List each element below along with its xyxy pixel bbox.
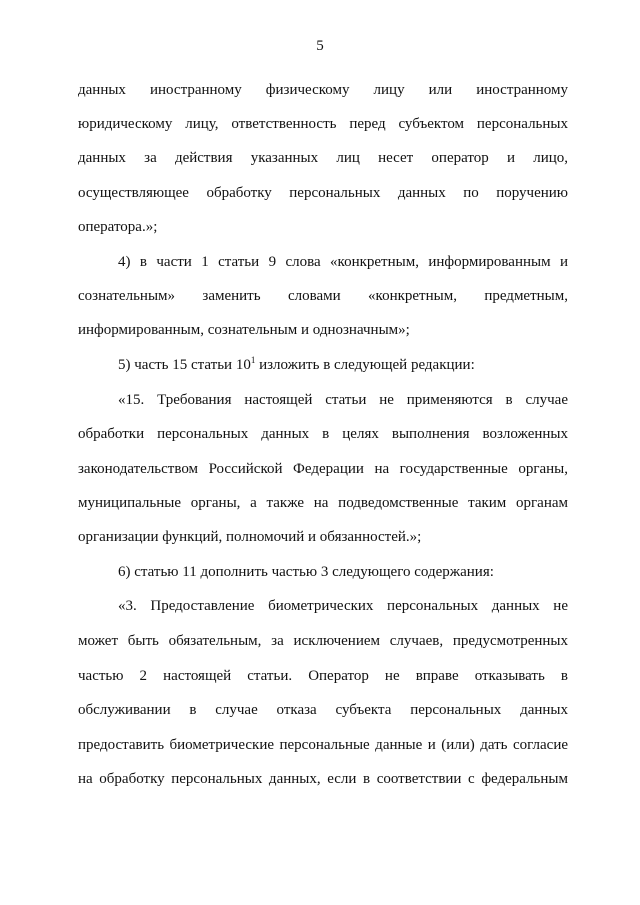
- text-line: [118, 355, 568, 375]
- text-line: данных за действия указанных лиц несет оператор и лицо,: [78, 150, 568, 166]
- text-segment: изложить в следующей редакции:: [255, 357, 475, 373]
- text-line: 4) в части 1 статьи 9 слова «конкретным, информированным и: [118, 254, 568, 270]
- text-line: юридическому лицу, ответственность перед субъектом персональных: [78, 116, 568, 132]
- page-number: 5: [316, 38, 324, 54]
- text-line: 6) статью 11 дополнить частью 3 следующего содержания:: [118, 564, 494, 580]
- text-line: обслуживании в случае отказа субъекта персональных данных: [78, 702, 568, 718]
- text-line: на обработку персональных данных, если в соответствии с федеральным: [78, 771, 568, 787]
- superscript: 1: [250, 355, 256, 365]
- text-line: «15. Требования настоящей статьи не применяются в случае: [118, 392, 568, 408]
- text-line: сознательным» заменить словами «конкретным, предметным,: [78, 288, 568, 304]
- text-line: организации функций, полномочий и обязанностей.»;: [78, 529, 422, 545]
- text-line: информированным, сознательным и однозначным»;: [78, 322, 410, 338]
- text-line: муниципальные органы, а также на подведомственные таким органам: [78, 495, 568, 511]
- text-line: обработки персональных данных в целях выполнения возложенных: [78, 426, 568, 442]
- text-line: данных иностранному физическому лицу или иностранному: [78, 82, 568, 98]
- text-line: оператора.»;: [78, 219, 158, 235]
- text-line: частью 2 настоящей статьи. Оператор не вправе отказывать в: [78, 668, 568, 684]
- text-line: «3. Предоставление биометрических персональных данных не: [118, 598, 568, 614]
- text-line: предоставить биометрические персональные данные и (или) дать согласие: [78, 737, 568, 753]
- text-segment: 5) часть 15 статьи 10: [118, 357, 251, 373]
- text-line: законодательством Российской Федерации на государственные органы,: [78, 461, 568, 477]
- text-line: может быть обязательным, за исключением случаев, предусмотренных: [78, 633, 568, 649]
- text-line: осуществляющее обработку персональных данных по поручению: [78, 185, 568, 201]
